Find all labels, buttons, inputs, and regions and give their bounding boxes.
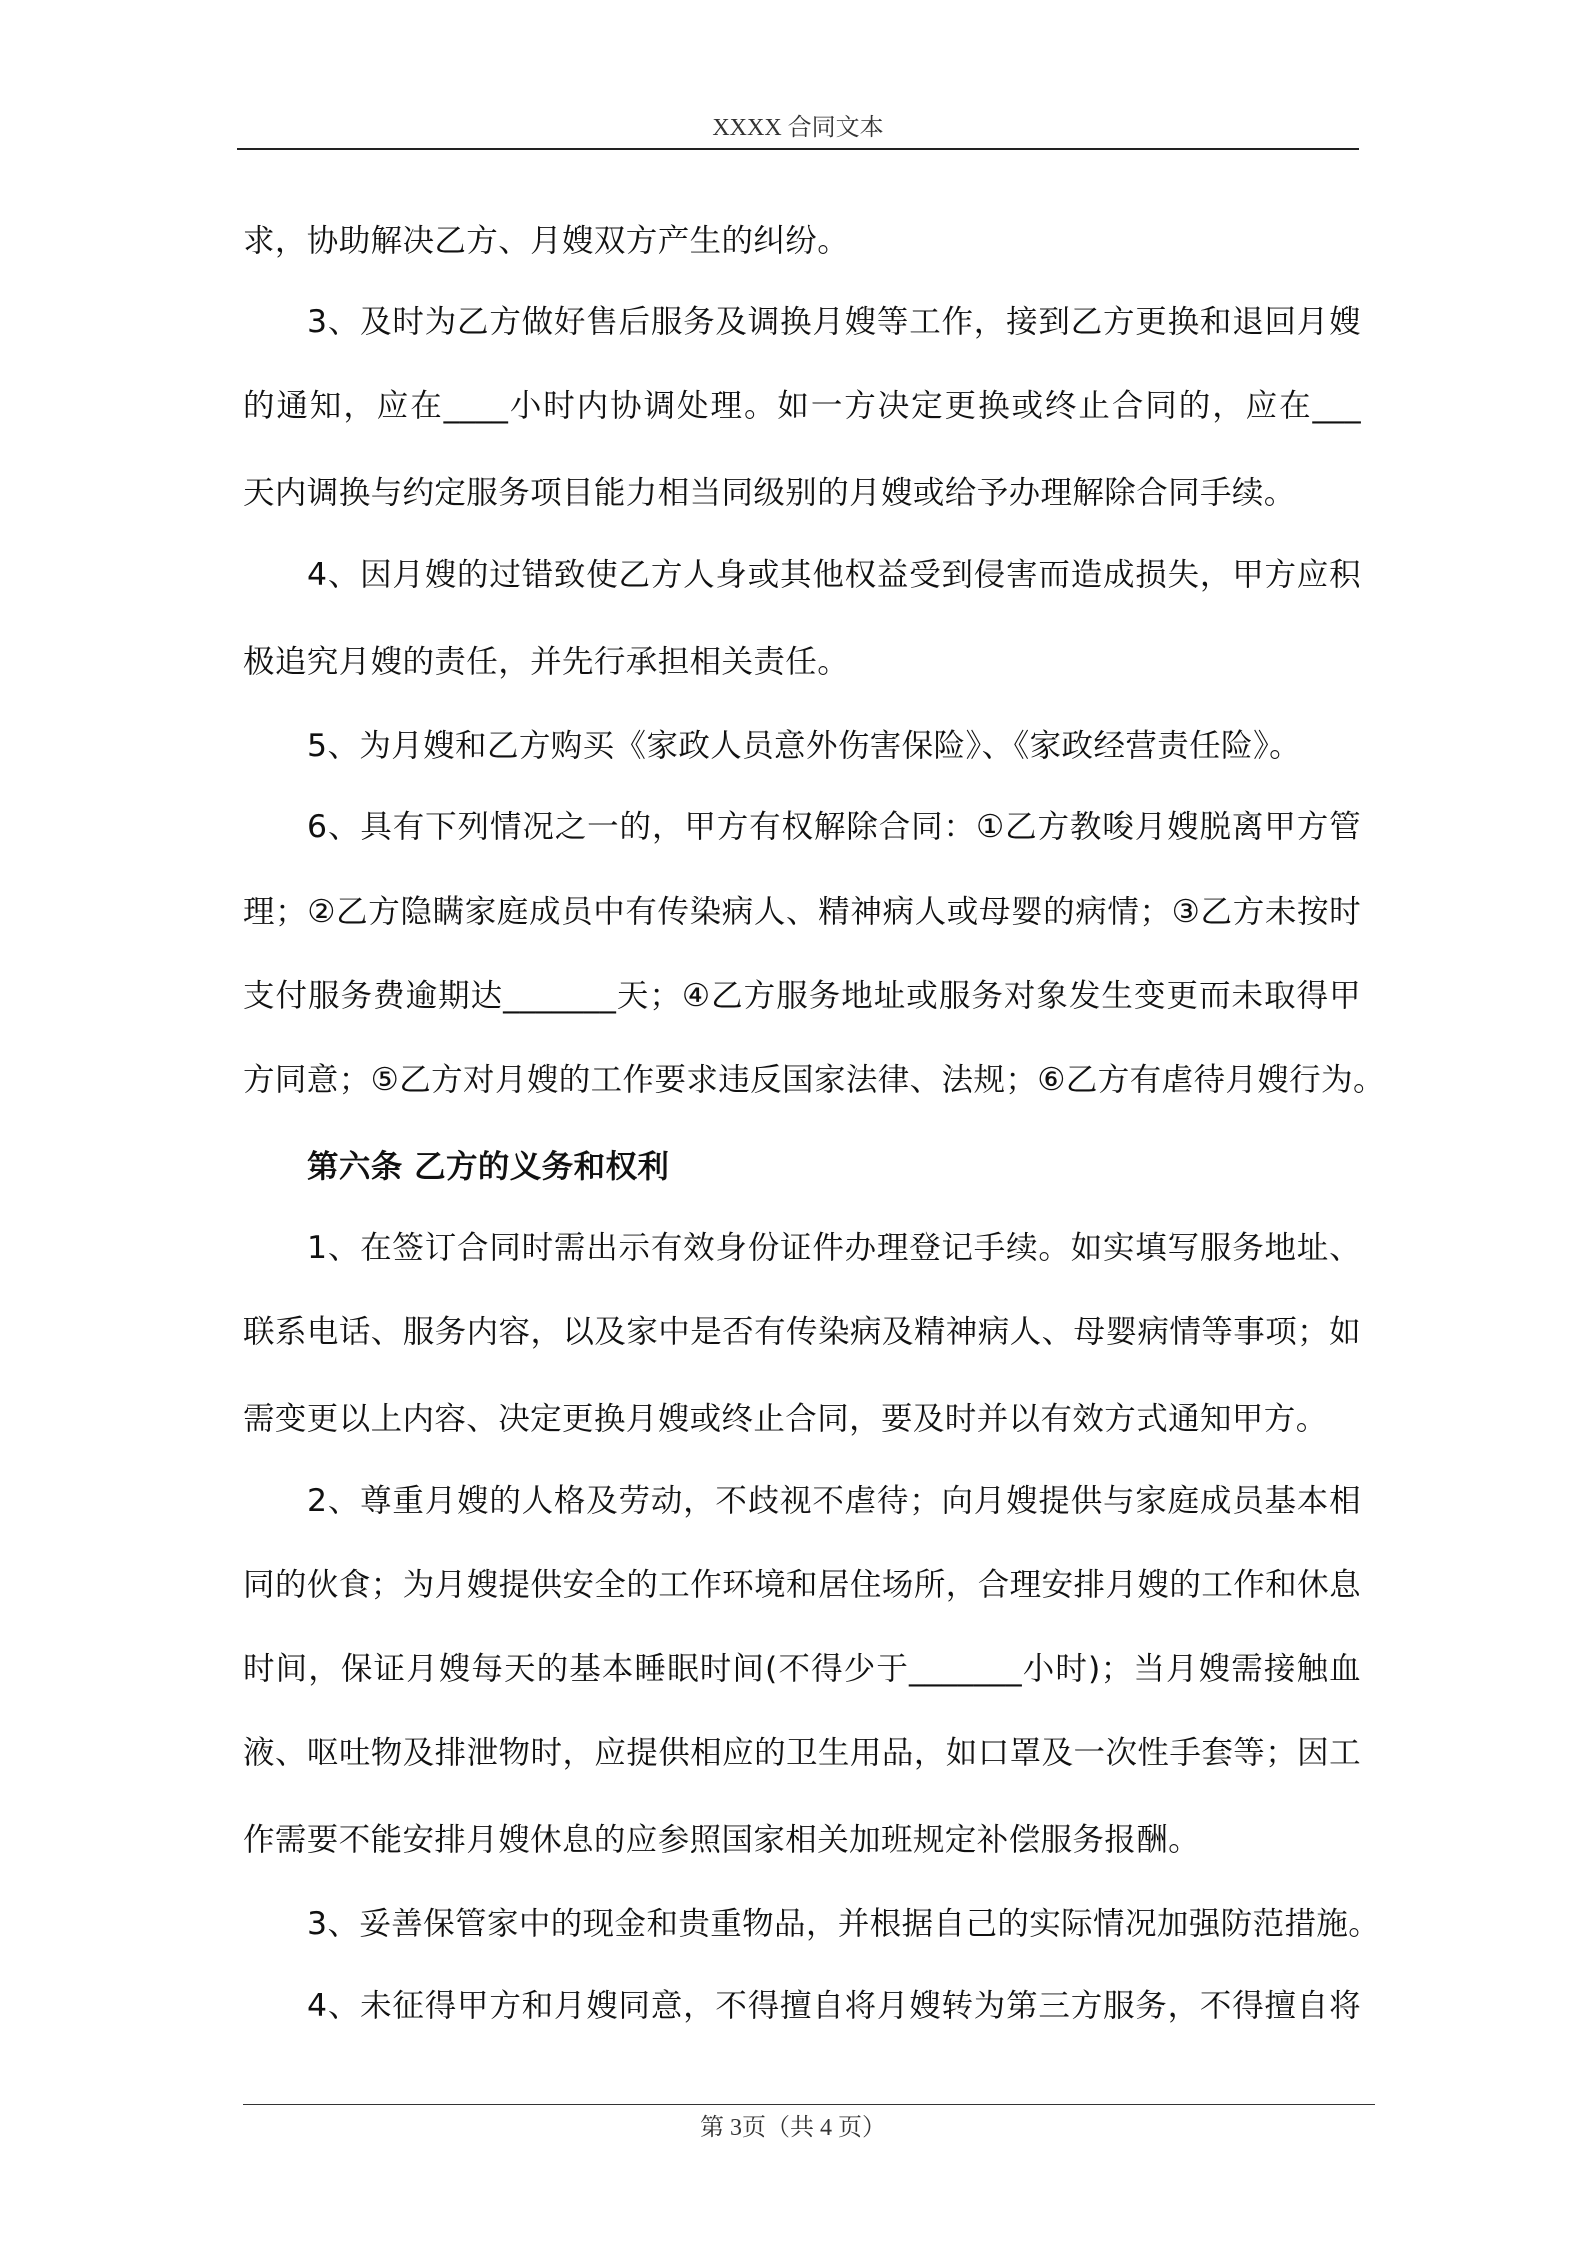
paragraph-line: 1、在签订合同时需出示有效身份证件办理登记手续。如实填写服务地址、 — [307, 1230, 1361, 1267]
paragraph-line: 求，协助解决乙方、月嫂双方产生的纠纷。 — [243, 222, 850, 259]
document-body — [243, 196, 1385, 2048]
paragraph-line: 支付服务费逾期达_______天；④乙方服务地址或服务对象发生变更而未取得甲 — [243, 977, 1361, 1014]
header-title: XXXX 合同文本 — [712, 115, 884, 141]
paragraph-line: 3、及时为乙方做好售后服务及调换月嫂等工作，接到乙方更换和退回月嫂 — [307, 304, 1361, 341]
page-footer — [0, 2110, 1586, 2146]
footer-divider — [243, 2104, 1375, 2105]
paragraph-line: 理；②乙方隐瞒家庭成员中有传染病人、精神病人或母婴的病情；③乙方未按时 — [243, 893, 1361, 930]
page-header — [237, 108, 1359, 150]
paragraph-line: 天内调换与约定服务项目能力相当同级别的月嫂或给予办理解除合同手续。 — [243, 475, 1296, 512]
paragraph-line: 时间，保证月嫂每天的基本睡眠时间(不得少于_______小时)；当月嫂需接触血 — [243, 1651, 1361, 1688]
paragraph-line: 需变更以上内容、决定更换月嫂或终止合同，要及时并以有效方式通知甲方。 — [243, 1401, 1328, 1438]
paragraph-line: 同的伙食；为月嫂提供安全的工作环境和居住场所，合理安排月嫂的工作和休息 — [243, 1567, 1361, 1603]
paragraph-line: 3、妥善保管家中的现金和贵重物品，并根据自己的实际情况加强防范措施。 — [307, 1906, 1381, 1943]
paragraph-line: 4、因月嫂的过错致使乙方人身或其他权益受到侵害而造成损失，甲方应积 — [307, 556, 1361, 593]
paragraph-line: 方同意；⑤乙方对月嫂的工作要求违反国家法律、法规；⑥乙方有虐待月嫂行为。 — [243, 1061, 1385, 1098]
paragraph-line: 联系电话、服务内容，以及家中是否有传染病及精神病人、母婴病情等事项；如 — [243, 1314, 1361, 1351]
paragraph-line: 6、具有下列情况之一的，甲方有权解除合同：①乙方教唆月嫂脱离甲方管 — [307, 809, 1361, 846]
section-heading: 第六条 乙方的义务和权利 — [307, 1148, 670, 1185]
paragraph-line: 2、尊重月嫂的人格及劳动，不歧视不虐待；向月嫂提供与家庭成员基本相 — [307, 1482, 1361, 1519]
page-number-label: 第 3页（共 4 页） — [700, 2115, 886, 2141]
paragraph-line: 极追究月嫂的责任，并先行承担相关责任。 — [243, 643, 850, 680]
paragraph-line: 5、为月嫂和乙方购买《家政人员意外伤害保险》、《家政经营责任险》。 — [307, 727, 1301, 764]
paragraph-line: 4、未征得甲方和月嫂同意，不得擅自将月嫂转为第三方服务，不得擅自将 — [307, 1987, 1361, 2024]
paragraph-line: 液、呕吐物及排泄物时，应提供相应的卫生用品，如口罩及一次性手套等；因工 — [243, 1735, 1361, 1772]
paragraph-line: 的通知，应在____小时内协调处理。如一方决定更换或终止合同的，应在___ — [243, 388, 1361, 425]
paragraph-line: 作需要不能安排月嫂休息的应参照国家相关加班规定补偿服务报酬。 — [243, 1822, 1201, 1859]
